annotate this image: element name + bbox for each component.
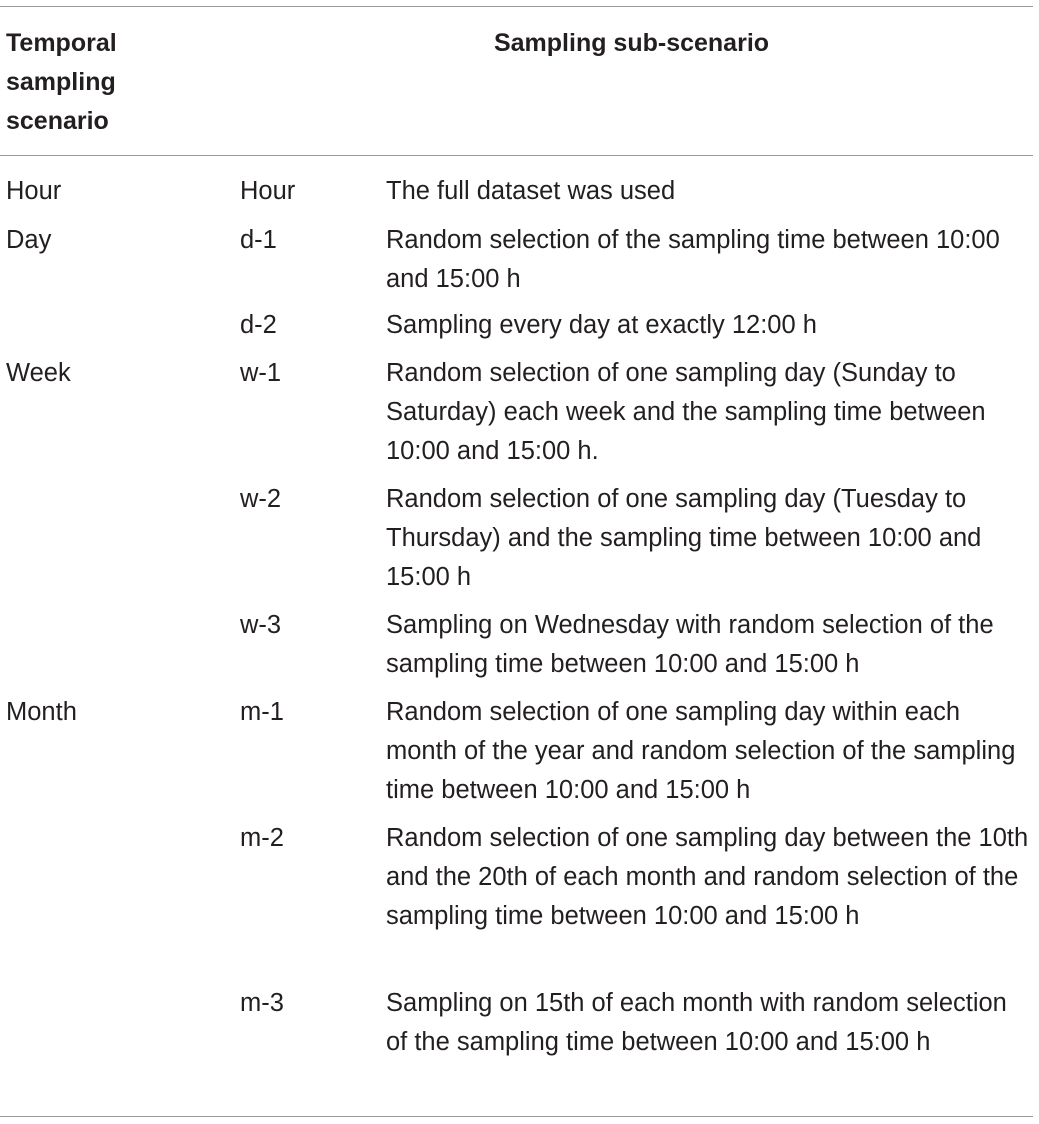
row-scenario: Day xyxy=(6,226,52,254)
row-description: Sampling every day at exactly 12:00 h xyxy=(386,311,817,339)
row-subscenario: m-3 xyxy=(240,989,284,1017)
row-subscenario: w-1 xyxy=(240,359,282,387)
header-temporal-sampling-scenario: Temporal sampling scenario xyxy=(6,29,117,135)
row-subscenario: Hour xyxy=(240,177,296,205)
table-header-rule xyxy=(0,155,1033,156)
row-description: Sampling on 15th of each month with random selection of the sampling time between 10:00 and 15:00 h xyxy=(386,989,1007,1056)
row-scenario: Week xyxy=(6,359,71,387)
row-description: Random selection of one sampling day within each month of the year and random selection of the sampling time between 10:00 and 15:00 h xyxy=(386,698,1016,804)
row-description: Random selection of one sampling day between the 10th and the 20th of each month and random selection of the sampling time between 10:00 and 15:00 h xyxy=(386,824,1029,930)
row-description: The full dataset was used xyxy=(386,177,676,205)
row-subscenario: d-1 xyxy=(240,226,277,254)
row-description: Random selection of one sampling day (Sunday to Saturday) each week and the sampling time between 10:00 and 15:00 h. xyxy=(386,359,986,465)
row-description: Random selection of one sampling day (Tuesday to Thursday) and the sampling time between 10:00 and 15:00 h xyxy=(386,485,982,591)
header-sampling-sub-scenario: Sampling sub-scenario xyxy=(493,29,770,57)
row-subscenario: m-1 xyxy=(240,698,284,726)
row-scenario: Hour xyxy=(6,177,62,205)
row-subscenario: w-3 xyxy=(240,611,282,639)
table-bottom-rule xyxy=(0,1116,1033,1117)
row-description: Sampling on Wednesday with random selection of the sampling time between 10:00 and 15:00 h xyxy=(386,611,994,678)
row-scenario: Month xyxy=(6,698,77,726)
table-top-rule xyxy=(0,6,1033,7)
row-subscenario: d-2 xyxy=(240,311,277,339)
row-subscenario: m-2 xyxy=(240,824,284,852)
row-subscenario: w-2 xyxy=(240,485,282,513)
row-description: Random selection of the sampling time between 10:00 and 15:00 h xyxy=(386,226,1000,293)
